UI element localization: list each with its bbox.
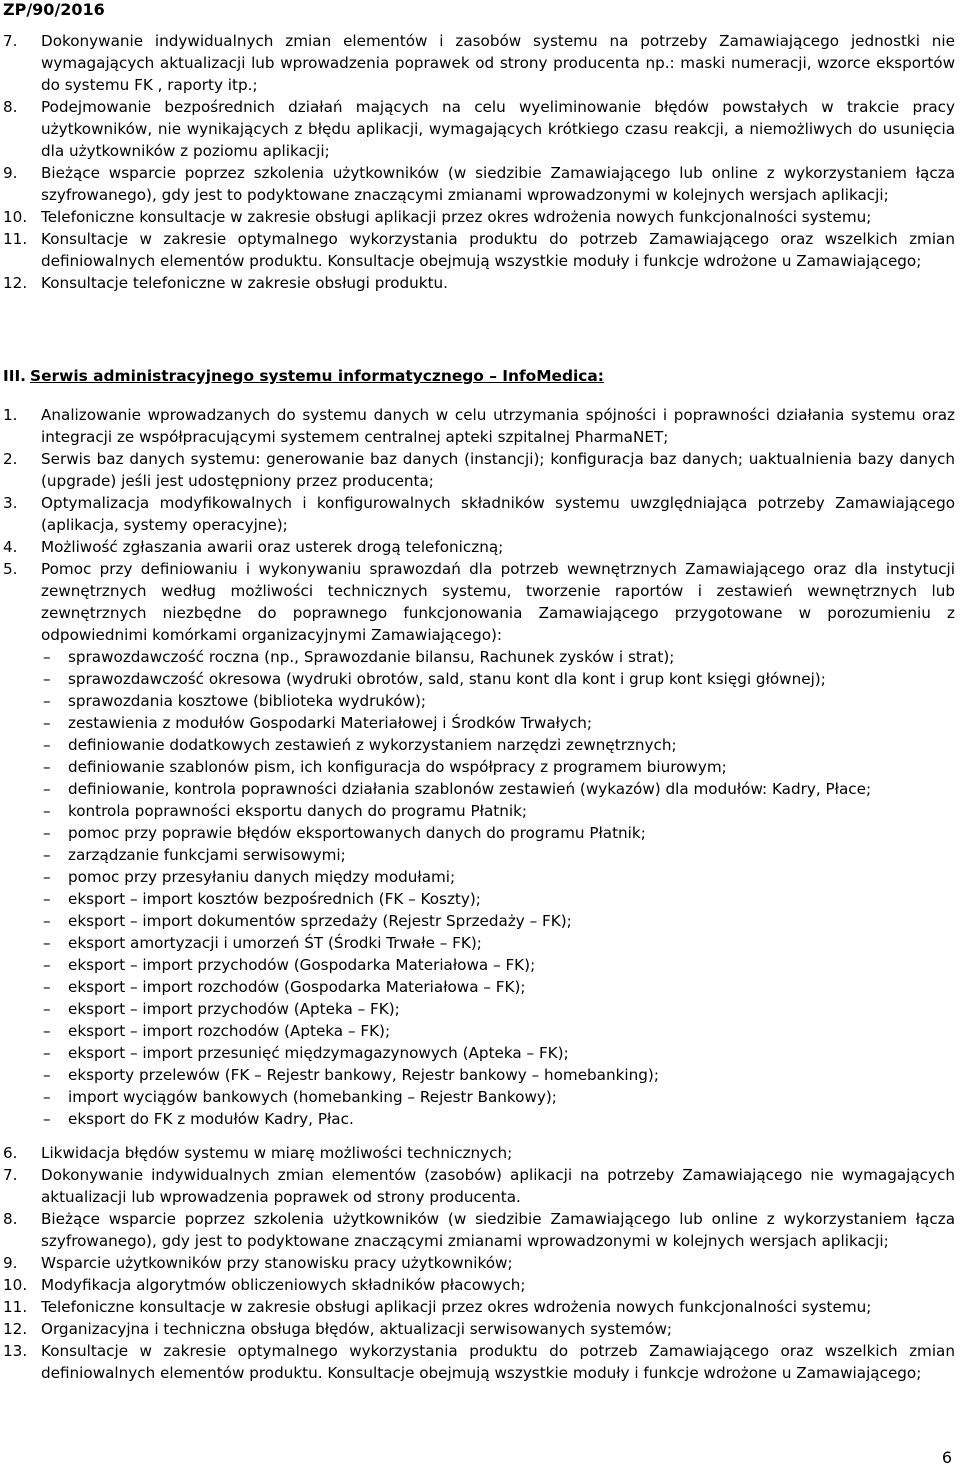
page-number: 6 — [941, 1448, 952, 1467]
list-item — [3, 1296, 955, 1318]
dash-item — [3, 954, 955, 976]
item-text: Konsultacje w zakresie optymalnego wykorzystania produktu do potrzeb Zamawiającego oraz wszelkich zmian definiowalnych elementów produktu. Konsultacje obejmują wszystkie moduły i funkcje wdrożone u Zamawiającego; — [41, 230, 955, 270]
list-item — [3, 1340, 955, 1384]
dash-item — [3, 712, 955, 734]
dash-bullet: – — [43, 758, 51, 776]
item-text: Podejmowanie bezpośrednich działań mających na celu wyeliminowanie błędów powstałych w trakcie pracy użytkowników, nie wynikających z błędu aplikacji, wymagających krótkiego czasu reakcji, a niemożliwych do usunięcia dla użytkowników z poziomu aplikacji; — [41, 98, 955, 160]
item-number: 7. — [3, 1166, 18, 1184]
dash-text: pomoc przy poprawie błędów eksportowanych danych do programu Płatnik; — [68, 824, 646, 842]
dash-item — [3, 800, 955, 822]
dash-text: import wyciągów bankowych (homebanking – Rejestr Bankowy); — [68, 1088, 557, 1106]
list-item — [3, 96, 955, 162]
dash-bullet: – — [43, 1044, 51, 1062]
item-number: 9. — [3, 1254, 18, 1272]
dash-text: eksport do FK z modułów Kadry, Płac. — [68, 1110, 354, 1128]
dash-item — [3, 910, 955, 932]
item-text: Serwis baz danych systemu: generowanie baz danych (instancji); konfiguracja baz danych; uaktualnienia bazy danych (upgrade) jeśli jest udostępniony przez producenta; — [41, 450, 955, 490]
dash-bullet: – — [43, 802, 51, 820]
item-number: 2. — [3, 450, 18, 468]
dash-text: eksport – import przesunięć międzymagazynowych (Apteka – FK); — [68, 1044, 569, 1062]
dash-item — [3, 1108, 955, 1130]
dash-text: kontrola poprawności eksportu danych do programu Płatnik; — [68, 802, 527, 820]
dash-bullet: – — [43, 780, 51, 798]
dash-item — [3, 646, 955, 668]
dash-bullet: – — [43, 956, 51, 974]
document-reference: ZP/90/2016 — [3, 0, 105, 19]
dash-item — [3, 734, 955, 756]
item-text: Organizacyjna i techniczna obsługa błędów, aktualizacji serwisowanych systemów; — [41, 1320, 672, 1338]
list-item — [3, 162, 955, 206]
list-item — [3, 272, 955, 294]
service-list-infomedica-continued — [3, 1142, 955, 1384]
dash-bullet: – — [43, 648, 51, 666]
dash-text: eksport – import przychodów (Apteka – FK); — [68, 1000, 400, 1018]
dash-text: eksporty przelewów (FK – Rejestr bankowy, Rejestr bankowy – homebanking); — [68, 1066, 659, 1084]
dash-text: definiowanie, kontrola poprawności działania szablonów zestawień (wykazów) dla modułów: Kadry, Płace; — [68, 780, 872, 798]
dash-item — [3, 690, 955, 712]
item-number: 6. — [3, 1144, 18, 1162]
list-item — [3, 1274, 955, 1296]
dash-item — [3, 866, 955, 888]
list-item — [3, 228, 955, 272]
dash-text: definiowanie szablonów pism, ich konfiguracja do współpracy z programem biurowym; — [68, 758, 727, 776]
item-number: 13. — [3, 1342, 28, 1360]
dash-item — [3, 756, 955, 778]
item-number: 12. — [3, 274, 28, 292]
dash-item — [3, 1042, 955, 1064]
dash-bullet: – — [43, 868, 51, 886]
item-text: Analizowanie wprowadzanych do systemu danych w celu utrzymania spójności i poprawności działania systemu oraz integracji ze współpracującymi systemem centralnej apteki szpitalnej PharmaNET; — [41, 406, 955, 446]
dash-item — [3, 998, 955, 1020]
dash-text: zarządzanie funkcjami serwisowymi; — [68, 846, 346, 864]
dash-bullet: – — [43, 912, 51, 930]
dash-text: eksport – import dokumentów sprzedaży (Rejestr Sprzedaży – FK); — [68, 912, 572, 930]
list-item — [3, 558, 955, 646]
dash-bullet: – — [43, 890, 51, 908]
item-number: 10. — [3, 208, 28, 226]
dash-bullet: – — [43, 692, 51, 710]
report-types-list — [3, 646, 955, 1130]
list-item — [3, 30, 955, 96]
item-text: Telefoniczne konsultacje w zakresie obsługi aplikacji przez okres wdrożenia nowych funkcjonalności systemu; — [41, 208, 872, 226]
list-item — [3, 492, 955, 536]
item-text: Możliwość zgłaszania awarii oraz usterek drogą telefoniczną; — [41, 538, 504, 556]
dash-item — [3, 668, 955, 690]
item-text: Dokonywanie indywidualnych zmian elementów (zasobów) aplikacji na potrzeby Zamawiającego nie wymagających aktualizacji lub wprowadzenia poprawek od strony producenta. — [41, 1166, 955, 1206]
dash-item — [3, 822, 955, 844]
dash-bullet: – — [43, 1000, 51, 1018]
list-item — [3, 536, 955, 558]
list-item — [3, 1142, 955, 1164]
section-number: III. — [3, 367, 27, 385]
dash-item — [3, 888, 955, 910]
dash-item — [3, 976, 955, 998]
list-item — [3, 206, 955, 228]
list-item — [3, 448, 955, 492]
dash-text: sprawozdawczość roczna (np., Sprawozdanie bilansu, Rachunek zysków i strat); — [68, 648, 675, 666]
dash-bullet: – — [43, 978, 51, 996]
dash-item — [3, 1086, 955, 1108]
item-text: Likwidacja błędów systemu w miarę możliwości technicznych; — [41, 1144, 513, 1162]
dash-text: zestawienia z modułów Gospodarki Materiałowej i Środków Trwałych; — [68, 714, 593, 732]
item-text: Modyfikacja algorytmów obliczeniowych składników płacowych; — [41, 1276, 526, 1294]
dash-bullet: – — [43, 934, 51, 952]
dash-bullet: – — [43, 1110, 51, 1128]
dash-text: eksport – import rozchodów (Gospodarka Materiałowa – FK); — [68, 978, 526, 996]
item-text: Bieżące wsparcie poprzez szkolenia użytkowników (w siedzibie Zamawiającego lub online z wykorzystaniem łącza szyfrowanego), gdy jest to podyktowane znaczącymi zmianami wprowadzonymi w kolejnych wersjach aplikacji; — [41, 164, 955, 204]
dash-text: definiowanie dodatkowych zestawień z wykorzystaniem narzędzi zewnętrznych; — [68, 736, 677, 754]
dash-bullet: – — [43, 1022, 51, 1040]
dash-bullet: – — [43, 824, 51, 842]
item-number: 4. — [3, 538, 18, 556]
list-item — [3, 1164, 955, 1208]
item-number: 1. — [3, 406, 18, 424]
dash-item — [3, 844, 955, 866]
dash-text: eksport amortyzacji i umorzeń ŚT (Środki Trwałe – FK); — [68, 934, 482, 952]
item-text: Wsparcie użytkowników przy stanowisku pracy użytkowników; — [41, 1254, 513, 1272]
dash-bullet: – — [43, 1066, 51, 1084]
dash-text: sprawozdania kosztowe (biblioteka wydruków); — [68, 692, 427, 710]
dash-bullet: – — [43, 714, 51, 732]
item-number: 10. — [3, 1276, 28, 1294]
item-number: 12. — [3, 1320, 28, 1338]
item-number: 5. — [3, 560, 18, 578]
item-text: Konsultacje telefoniczne w zakresie obsługi produktu. — [41, 274, 449, 292]
section-title: Serwis administracyjnego systemu informatycznego – InfoMedica: — [30, 367, 604, 385]
list-item — [3, 1208, 955, 1252]
item-text: Konsultacje w zakresie optymalnego wykorzystania produktu do potrzeb Zamawiającego oraz wszelkich zmian definiowalnych elementów produktu. Konsultacje obejmują wszystkie moduły i funkcje wdrożone u Zamawiającego; — [41, 1342, 955, 1382]
dash-item — [3, 778, 955, 800]
item-text: Telefoniczne konsultacje w zakresie obsługi aplikacji przez okres wdrożenia nowych funkcjonalności systemu; — [41, 1298, 872, 1316]
dash-text: pomoc przy przesyłaniu danych między modułami; — [68, 868, 456, 886]
list-item — [3, 404, 955, 448]
item-number: 7. — [3, 32, 18, 50]
item-number: 11. — [3, 1298, 28, 1316]
service-list-infomedica — [3, 404, 955, 646]
item-number: 9. — [3, 164, 18, 182]
dash-text: eksport – import rozchodów (Apteka – FK); — [68, 1022, 391, 1040]
dash-text: eksport – import kosztów bezpośrednich (FK – Koszty); — [68, 890, 481, 908]
dash-bullet: – — [43, 736, 51, 754]
item-text: Bieżące wsparcie poprzez szkolenia użytkowników (w siedzibie Zamawiającego lub online z wykorzystaniem łącza szyfrowanego), gdy jest to podyktowane znaczącymi zmianami wprowadzonymi w kolejnych wersjach aplikacji; — [41, 1210, 955, 1250]
item-text: Optymalizacja modyfikowalnych i konfigurowalnych składników systemu uwzględniająca potrzeby Zamawiającego (aplikacja, systemy operacyjne); — [41, 494, 955, 534]
dash-text: eksport – import przychodów (Gospodarka Materiałowa – FK); — [68, 956, 536, 974]
list-item — [3, 1252, 955, 1274]
dash-item — [3, 1020, 955, 1042]
dash-bullet: – — [43, 1088, 51, 1106]
item-text: Dokonywanie indywidualnych zmian elementów i zasobów systemu na potrzeby Zamawiającego jednostki nie wymagających aktualizacji lub wprowadzenia poprawek od strony producenta np.: maski numeracji, wzorce eksportów do systemu FK , raporty itp.; — [41, 32, 955, 94]
dash-item — [3, 932, 955, 954]
item-number: 3. — [3, 494, 18, 512]
dash-bullet: – — [43, 670, 51, 688]
dash-text: sprawozdawczość okresowa (wydruki obrotów, sald, stanu kont dla kont i grup kont księgi głównej); — [68, 670, 826, 688]
item-text: Pomoc przy definiowaniu i wykonywaniu sprawozdań dla potrzeb wewnętrznych Zamawiającego oraz dla instytucji zewnętrznych według możliwości technicznych systemu, tworzenie raportów i zestawień wewnętrznych lub zewnętrznych niezbędne do poprawnego funkcjonowania Zamawiającego przygotowane w porozumieniu z odpowiednimi komórkami organizacyjnymi Zamawiającego): — [41, 560, 955, 644]
item-number: 11. — [3, 230, 28, 248]
service-list-continued — [3, 30, 955, 294]
section-heading — [3, 365, 604, 387]
list-item — [3, 1318, 955, 1340]
item-number: 8. — [3, 98, 18, 116]
dash-item — [3, 1064, 955, 1086]
dash-bullet: – — [43, 846, 51, 864]
item-number: 8. — [3, 1210, 18, 1228]
